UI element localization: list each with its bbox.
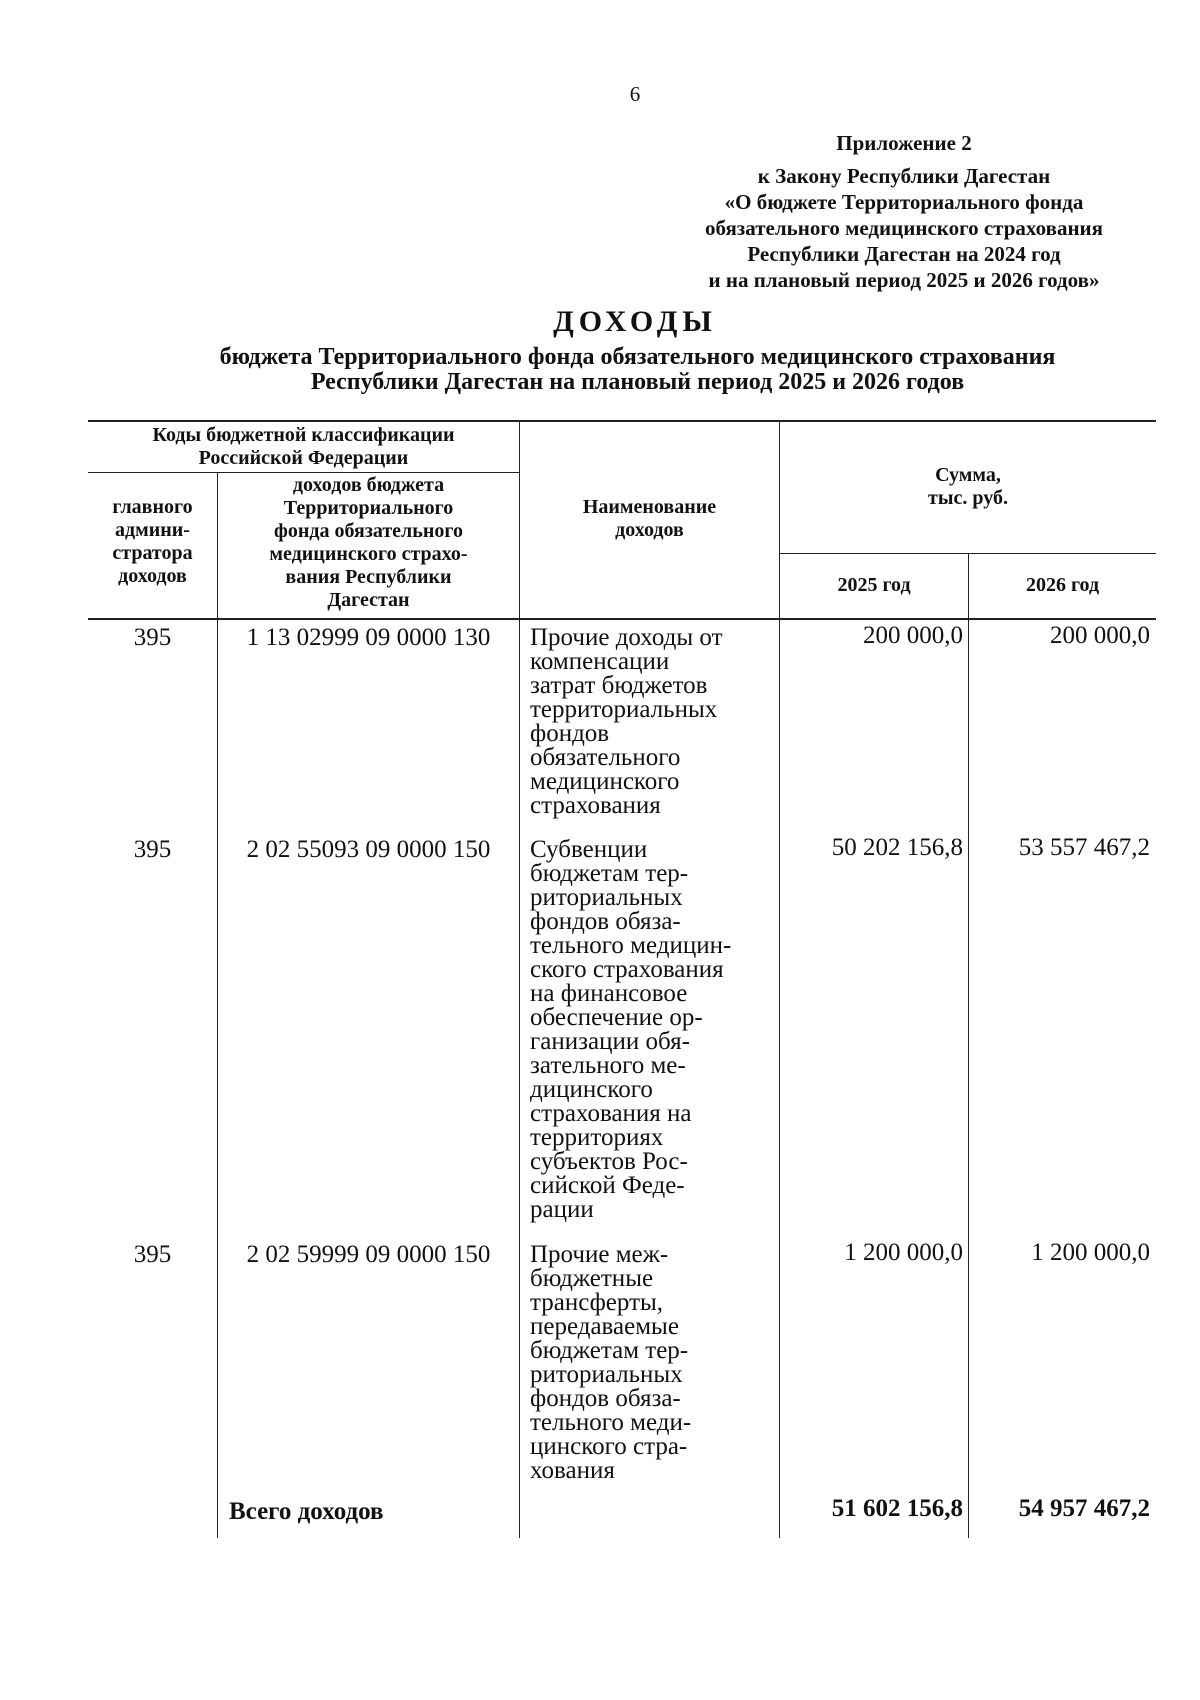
header-year-2025: 2025 год xyxy=(837,574,911,596)
header-bottom-rule xyxy=(88,618,1156,620)
appendix-block xyxy=(654,130,1154,293)
header-text: вания Республики xyxy=(285,566,452,588)
row-amount-2026: 1 200 000,0 xyxy=(1031,1239,1150,1266)
row-income-code: 2 02 59999 09 0000 150 xyxy=(246,1241,491,1268)
row-admin-code: 395 xyxy=(133,624,172,651)
row-admin-code: 395 xyxy=(133,836,172,863)
appendix-line: Республики Дагестан на 2024 год xyxy=(747,242,1061,266)
header-text: админи- xyxy=(115,519,190,541)
header-text: стратора xyxy=(112,542,193,564)
row-amount-2026: 53 557 467,2 xyxy=(1018,834,1150,861)
header-text: медицинского страхо- xyxy=(269,543,468,565)
row-amount-2026: 200 000,0 xyxy=(1050,622,1150,649)
name-line: Прочие доходы от xyxy=(530,624,723,651)
total-amount-2026: 54 957 467,2 xyxy=(1018,1495,1150,1522)
name-line: страхования xyxy=(530,792,661,819)
name-line: фондов обяза- xyxy=(530,908,681,935)
header-text: Коды бюджетной классификации xyxy=(152,424,455,446)
appendix-line: «О бюджете Территориального фонда xyxy=(724,190,1084,214)
row-income-name xyxy=(530,838,779,1222)
subtitle-line: Республики Дагестан на плановый период 2025 и 2026 годов xyxy=(310,369,965,395)
name-line: передаваемые xyxy=(530,1313,679,1340)
name-line: тельного медицин- xyxy=(530,932,732,959)
name-line: зательного ме- xyxy=(530,1052,686,1079)
document-title: ДОХОДЫ xyxy=(553,305,717,338)
header-text: главного xyxy=(112,496,193,518)
header-sum-group xyxy=(780,464,1156,510)
appendix-line: обязательного медицинского страхования xyxy=(704,216,1104,240)
column-divider xyxy=(519,620,520,1538)
name-line: хования xyxy=(530,1457,615,1484)
name-line: риториальных xyxy=(530,884,683,911)
total-amount-2025: 51 602 156,8 xyxy=(831,1495,963,1522)
column-divider xyxy=(968,620,969,1538)
table-top-rule xyxy=(88,420,1156,422)
appendix-line: и на плановый период 2025 и 2026 годов» xyxy=(708,268,1100,292)
column-divider xyxy=(779,620,780,1538)
name-line: сийской Феде- xyxy=(530,1172,685,1199)
page-number: 6 xyxy=(629,82,641,106)
name-line: дицинского xyxy=(530,1076,653,1103)
row-income-code: 2 02 55093 09 0000 150 xyxy=(246,836,491,863)
name-line: бюджетные xyxy=(530,1265,654,1292)
codes-group-rule xyxy=(88,472,519,473)
name-line: бюджетам тер- xyxy=(530,1337,689,1364)
name-line: территориях xyxy=(530,1124,664,1151)
header-text: доходов бюджета xyxy=(292,474,445,496)
name-line: на финансовое xyxy=(530,980,688,1007)
name-line: Прочие меж- xyxy=(530,1241,669,1268)
subtitle-line: бюджета Территориального фонда обязательного медицинского страхования xyxy=(219,344,1056,370)
appendix-line: к Закону Республики Дагестан xyxy=(757,164,1051,188)
name-line: ского страхования xyxy=(530,956,724,983)
name-line: страхования на xyxy=(530,1100,692,1127)
header-income-code xyxy=(218,474,519,612)
document-subtitle xyxy=(40,345,1200,395)
name-line: затрат бюджетов xyxy=(530,672,708,699)
appendix-heading: Приложение 2 xyxy=(836,131,972,155)
header-text: доходов xyxy=(118,565,187,587)
name-line: риториальных xyxy=(530,1361,683,1388)
header-year-2026: 2026 год xyxy=(1025,574,1100,596)
name-line: рации xyxy=(530,1196,594,1223)
name-line: тельного меди- xyxy=(530,1409,692,1436)
name-line: обязательного xyxy=(530,744,681,771)
row-admin-code: 395 xyxy=(133,1241,172,1268)
name-line: ганизации обя- xyxy=(530,1028,690,1055)
row-amount-2025: 200 000,0 xyxy=(863,622,963,649)
name-line: обеспечение ор- xyxy=(530,1004,703,1031)
income-table xyxy=(88,420,1156,1538)
name-line: бюджетам тер- xyxy=(530,860,689,887)
name-line: цинского стра- xyxy=(530,1433,688,1460)
header-text: Территориального xyxy=(283,497,454,519)
name-line: субъектов Рос- xyxy=(530,1148,688,1175)
header-admin-code xyxy=(88,496,217,588)
header-text: Российской Федерации xyxy=(198,447,409,469)
header-text: фонда обязательного xyxy=(274,520,463,542)
header-text: Сумма, xyxy=(935,464,1001,486)
header-text: Дагестан xyxy=(327,589,410,611)
header-income-name xyxy=(520,496,779,542)
name-line: фондов xyxy=(530,720,610,747)
header-text: тыс. руб. xyxy=(928,487,1008,509)
total-label: Всего доходов xyxy=(229,1498,384,1525)
header-text: доходов xyxy=(615,519,684,541)
name-line: трансферты, xyxy=(530,1289,664,1316)
header-codes-group xyxy=(88,424,519,470)
name-line: Субвенции xyxy=(530,836,648,863)
row-income-name xyxy=(530,1243,779,1483)
row-amount-2025: 50 202 156,8 xyxy=(831,834,963,861)
row-income-name xyxy=(530,626,779,818)
header-text: Наименование xyxy=(582,496,717,518)
row-income-code: 1 13 02999 09 0000 130 xyxy=(246,624,491,651)
row-amount-2025: 1 200 000,0 xyxy=(844,1239,963,1266)
column-divider xyxy=(217,620,218,1538)
name-line: компенсации xyxy=(530,648,670,675)
name-line: фондов обяза- xyxy=(530,1385,681,1412)
name-line: территориальных xyxy=(530,696,718,723)
name-line: медицинского xyxy=(530,768,680,795)
